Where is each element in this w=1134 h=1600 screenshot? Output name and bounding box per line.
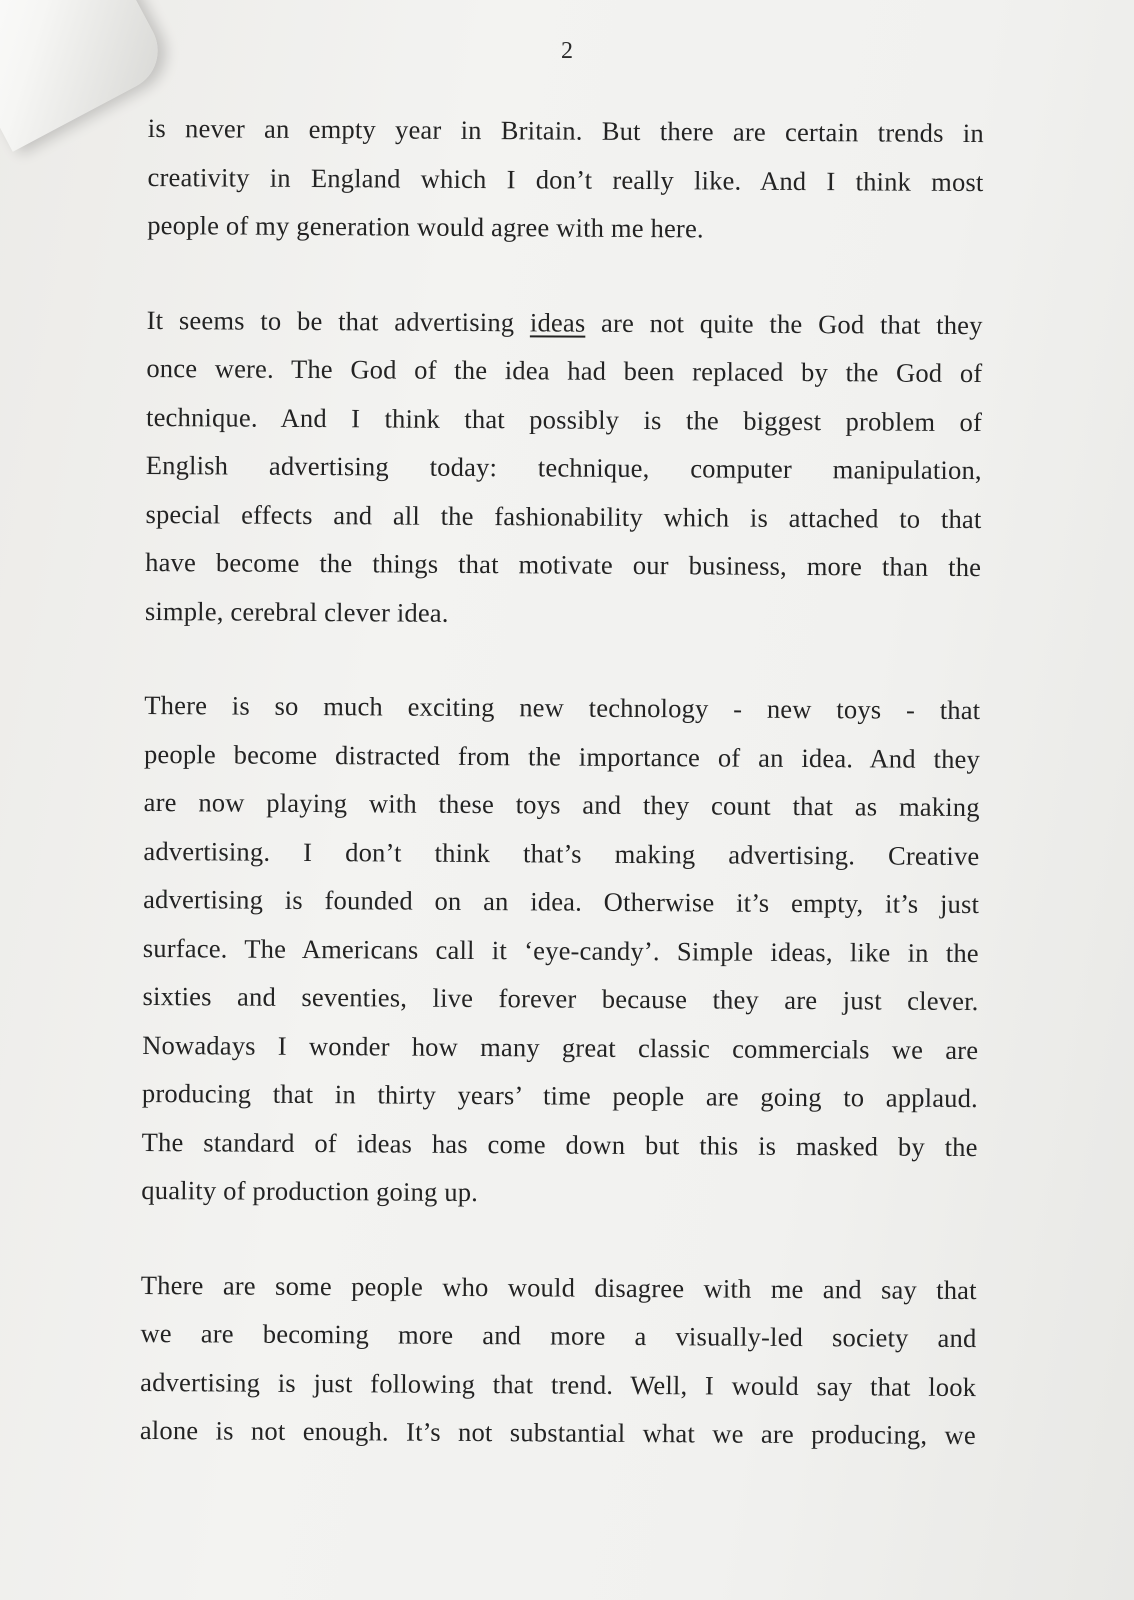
text-line: simple, cerebral clever idea. (144, 595, 449, 628)
text-line: surface. The Americans call it ‘eye-candy’. Simple ideas, like in the (142, 932, 979, 968)
text-line: technique. And I think that possibly is the biggest problem of (145, 401, 983, 437)
text-line: English advertising today: technique, computer manipulation, (145, 449, 982, 486)
text-line: There is so much exciting new technology - new toys - that (144, 689, 981, 726)
text-line: advertising is founded on an idea. Otherwise it’s empty, it’s just (143, 883, 980, 920)
text-line: sixties and seventies, live forever because they are just clever. (142, 980, 979, 1017)
paragraph-3 (141, 681, 980, 1220)
text-line: have become the things that motivate our business, more than the (145, 546, 982, 583)
text-line: people become distracted from the importance of an idea. And they (143, 738, 981, 774)
text-segment: are not quite the God that they (585, 307, 983, 340)
text-line: producing that in thirty years’ time people are going to applaud. (141, 1077, 979, 1114)
text-line: special effects and all the fashionability which is attached to that (145, 498, 982, 534)
text-line: we are becoming more and more a visually-led society and (140, 1317, 977, 1354)
text-line: creativity in England which I don’t really like. And I think most (147, 161, 984, 197)
text-line: There are some people who would disagree with me and say that (140, 1269, 977, 1305)
text-line: alone is not enough. It’s not substantial what we are producing, we (139, 1414, 976, 1451)
paragraph-4 (140, 1260, 977, 1459)
text-line: are now playing with these toys and they count that as making (143, 786, 980, 823)
page-number: 2 (561, 38, 573, 64)
page-curl (0, 0, 172, 152)
document-body (139, 104, 984, 1506)
text-line: quality of production going up. (141, 1174, 479, 1208)
text-line: advertising. I don’t think that’s making advertising. Creative (143, 835, 980, 871)
underlined-word: ideas (529, 306, 586, 338)
text-line: once were. The God of the idea had been replaced by the God of (146, 352, 983, 389)
text-line: Nowadays I wonder how many great classic commercials we are (142, 1029, 979, 1065)
paragraph-1 (147, 104, 984, 255)
text-segment: It seems to be that advertising (146, 304, 531, 337)
paragraph-2 (145, 295, 983, 640)
text-line (147, 295, 983, 349)
text-line: people of my generation would agree with me here. (147, 209, 704, 244)
text-line: The standard of ideas has come down but this is masked by the (141, 1126, 978, 1162)
text-line: advertising is just following that trend. Well, I would say that look (140, 1366, 977, 1402)
text-line: is never an empty year in Britain. But there are certain trends in (147, 112, 984, 149)
